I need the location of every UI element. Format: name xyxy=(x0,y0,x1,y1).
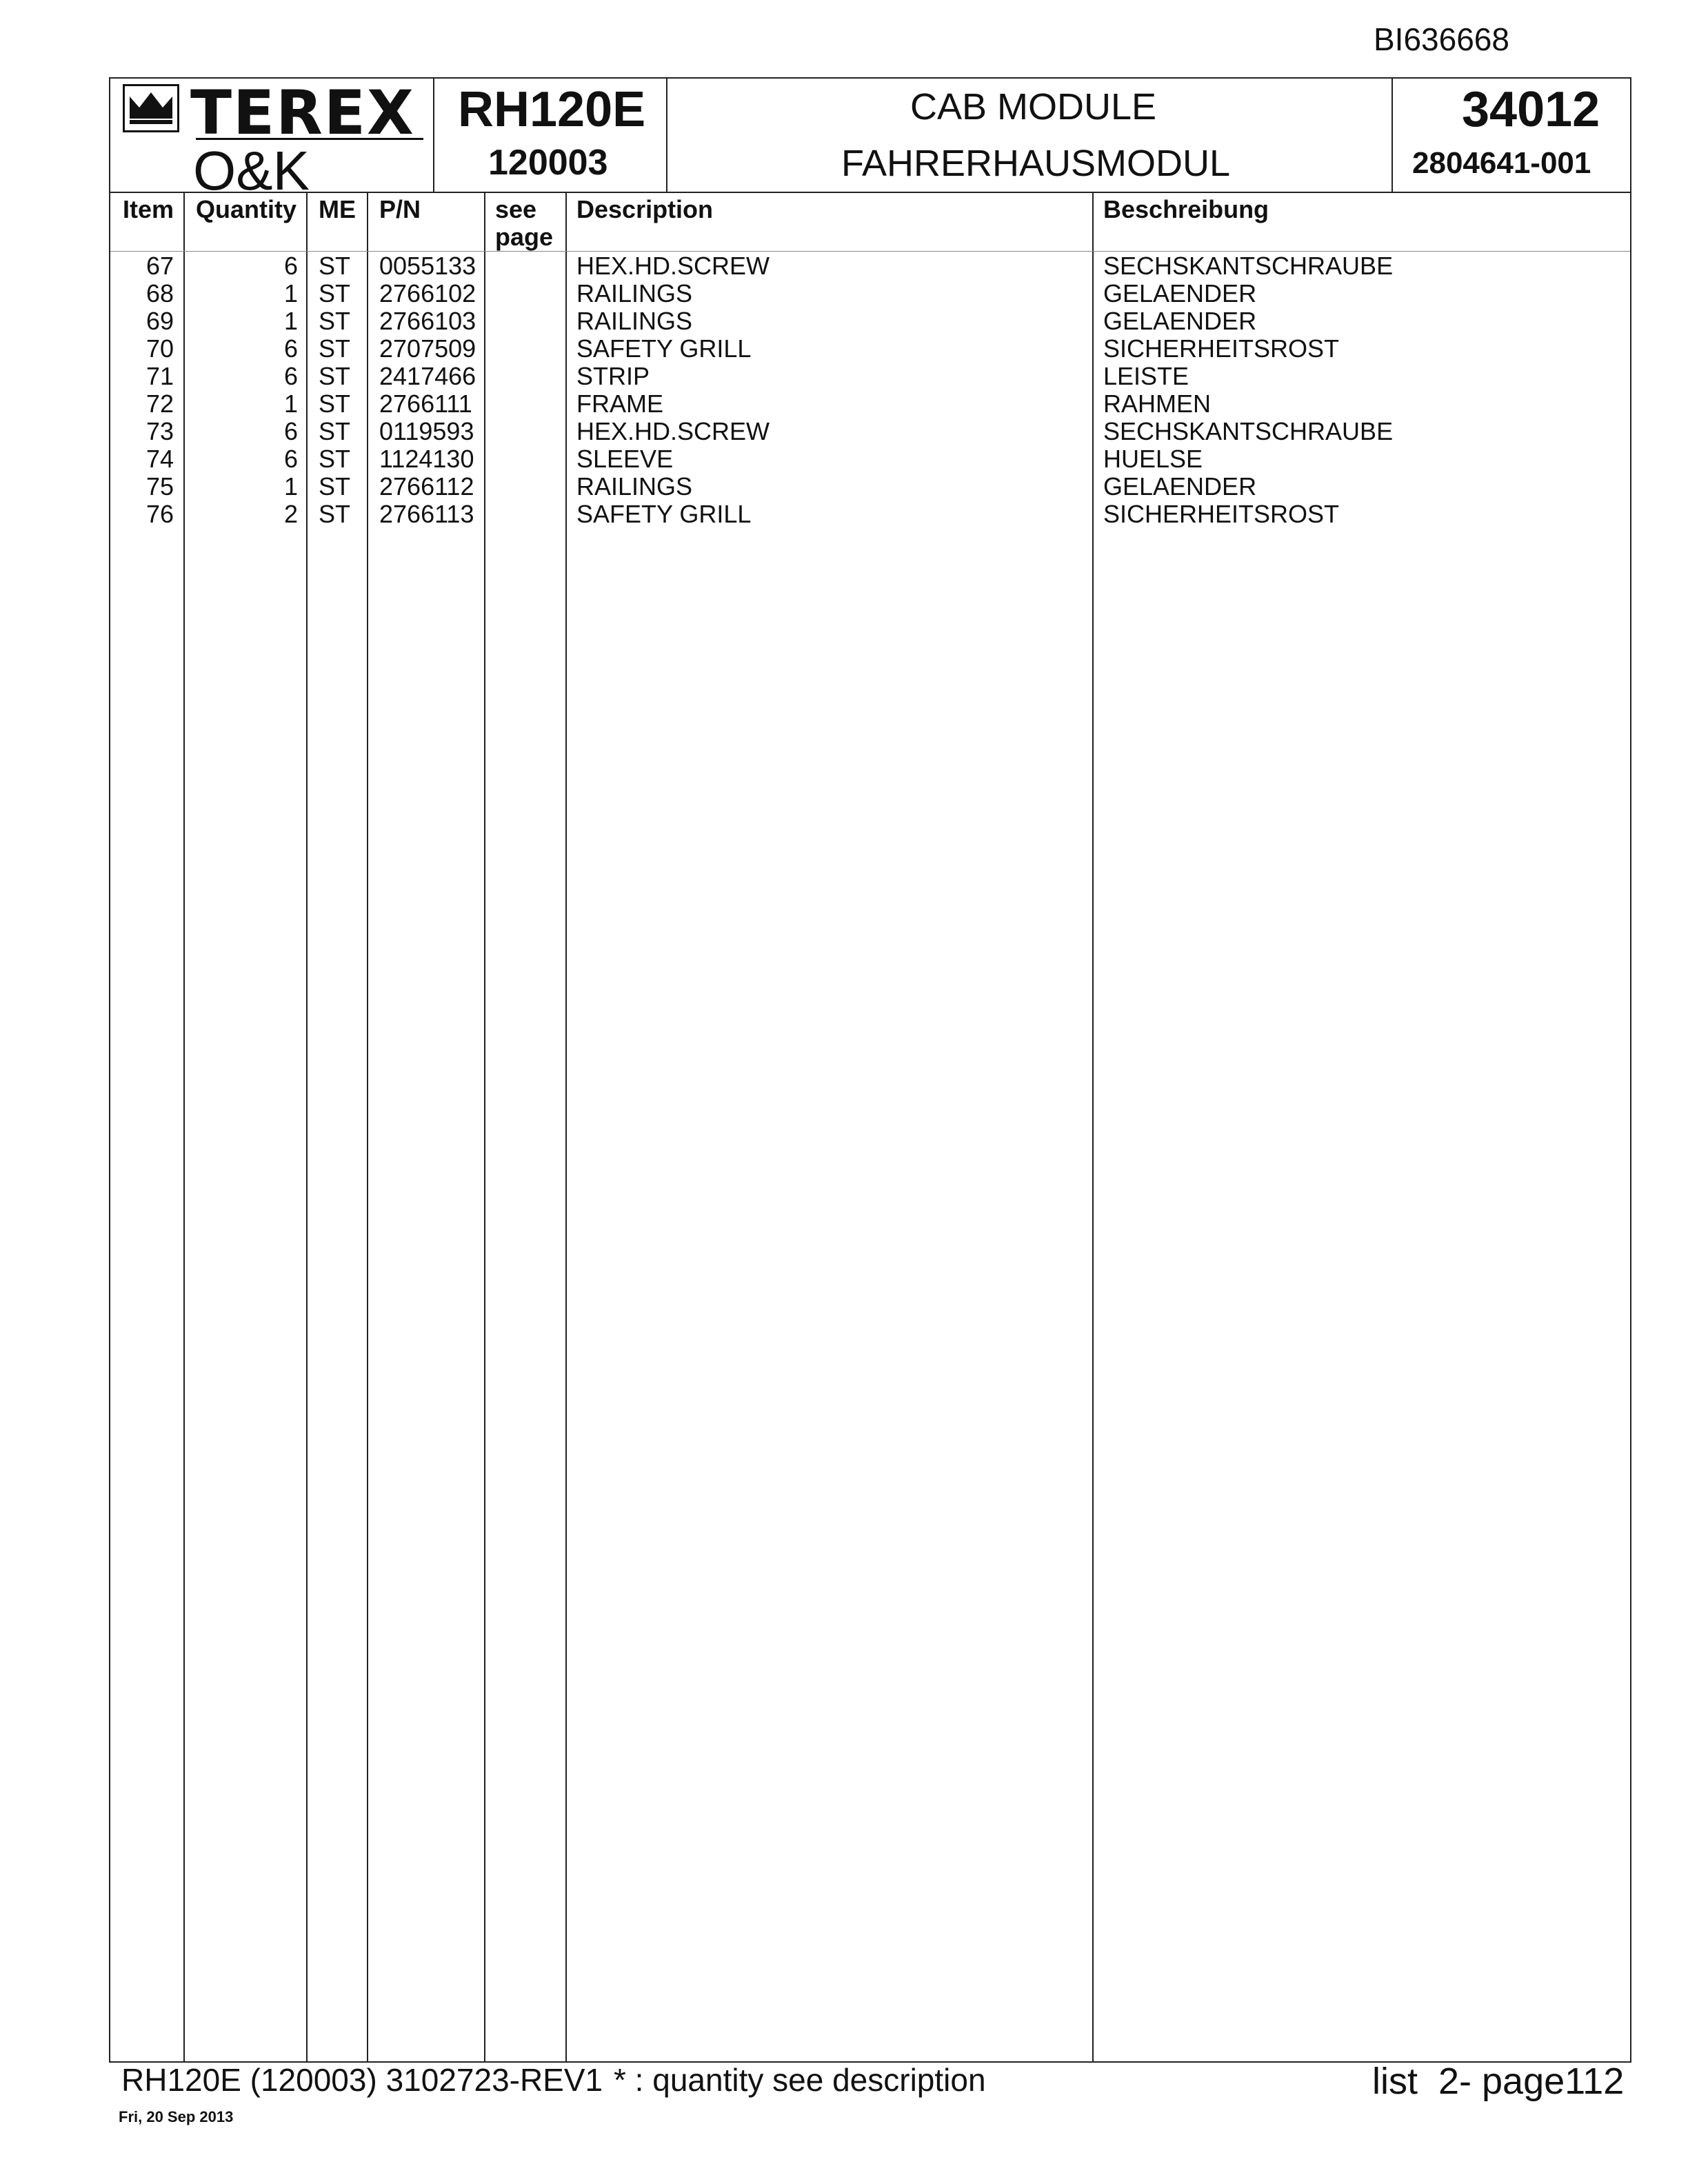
cell-beschreibung: SICHERHEITSROST xyxy=(1103,334,1340,363)
table-row xyxy=(110,363,1630,390)
table-row xyxy=(110,252,1630,280)
cell-me: ST xyxy=(319,334,351,363)
cell-beschreibung: SICHERHEITSROST xyxy=(1103,500,1340,528)
footer-page-number: list 2- page112 xyxy=(1372,2061,1625,2102)
divider xyxy=(1391,79,1393,193)
cell-quantity: 6 xyxy=(283,417,298,445)
cell-quantity: 1 xyxy=(283,307,298,335)
cell-beschreibung: GELAENDER xyxy=(1103,472,1257,501)
sub-brand-logo-text: O&K xyxy=(193,140,310,201)
column-header-description: Description xyxy=(576,195,714,223)
cell-beschreibung: GELAENDER xyxy=(1103,279,1257,307)
cell-pn: 2766103 xyxy=(379,307,476,335)
cell-pn: 2766102 xyxy=(379,279,476,307)
cell-me: ST xyxy=(319,390,351,418)
table-row xyxy=(110,335,1630,363)
cell-pn: 2766112 xyxy=(379,472,474,501)
crown-logo-icon xyxy=(123,84,179,132)
cell-description: RAILINGS xyxy=(576,279,693,307)
cell-description: STRIP xyxy=(576,362,650,390)
serial-number: 120003 xyxy=(488,143,608,183)
cell-pn: 2707509 xyxy=(379,334,476,363)
cell-item: 74 xyxy=(145,445,174,473)
cell-item: 72 xyxy=(145,390,174,418)
cell-quantity: 1 xyxy=(283,279,298,307)
table-row xyxy=(110,501,1630,528)
cell-quantity: 6 xyxy=(283,252,298,280)
column-header-me: ME xyxy=(319,195,356,223)
parts-table xyxy=(109,192,1631,2063)
cell-beschreibung: GELAENDER xyxy=(1103,307,1257,335)
cell-beschreibung: HUELSE xyxy=(1103,445,1203,473)
cell-me: ST xyxy=(319,472,351,501)
cell-item: 73 xyxy=(145,417,174,445)
column-header-page: page xyxy=(495,223,554,251)
footer-reference: RH120E (120003) 3102723-REV1 xyxy=(121,2062,603,2098)
footer-note: * : quantity see description xyxy=(614,2062,986,2098)
cell-description: SAFETY GRILL xyxy=(576,334,752,363)
group-number: 34012 xyxy=(1462,82,1600,137)
cell-description: HEX.HD.SCREW xyxy=(576,417,770,445)
drawing-number: 2804641-001 xyxy=(1412,146,1591,180)
cell-pn: 2417466 xyxy=(379,362,476,390)
cell-item: 75 xyxy=(145,472,174,501)
cell-pn: 0055133 xyxy=(379,252,476,280)
cell-beschreibung: RAHMEN xyxy=(1103,390,1212,418)
cell-description: RAILINGS xyxy=(576,307,693,335)
cell-item: 76 xyxy=(145,500,174,528)
cell-me: ST xyxy=(319,500,351,528)
divider xyxy=(666,79,667,193)
column-header-pn: P/N xyxy=(379,195,421,223)
footer-date: Fri, 20 Sep 2013 xyxy=(119,2108,234,2125)
cell-beschreibung: SECHSKANTSCHRAUBE xyxy=(1103,417,1394,445)
cell-beschreibung: SECHSKANTSCHRAUBE xyxy=(1103,252,1394,280)
cell-me: ST xyxy=(319,362,351,390)
title-english: CAB MODULE xyxy=(910,86,1157,128)
cell-beschreibung: LEISTE xyxy=(1103,362,1189,390)
table-row xyxy=(110,473,1630,501)
cell-item: 69 xyxy=(145,307,174,335)
cell-item: 67 xyxy=(145,252,174,280)
document-id: BI636668 xyxy=(1374,21,1509,57)
table-row xyxy=(110,390,1630,418)
table-row xyxy=(110,280,1630,307)
column-header-beschreibung: Beschreibung xyxy=(1103,195,1269,223)
cell-description: FRAME xyxy=(576,390,663,418)
cell-pn: 1124130 xyxy=(379,445,474,473)
column-header-quantity: Quantity xyxy=(196,195,297,223)
cell-quantity: 1 xyxy=(283,390,298,418)
title-german: FAHRERHAUSMODUL xyxy=(841,143,1231,184)
cell-description: SLEEVE xyxy=(576,445,674,473)
cell-me: ST xyxy=(319,445,351,473)
cell-me: ST xyxy=(319,307,351,335)
cell-me: ST xyxy=(319,252,351,280)
cell-item: 68 xyxy=(145,279,174,307)
column-header-item: Item xyxy=(123,195,174,223)
table-row xyxy=(110,418,1630,445)
table-row xyxy=(110,445,1630,473)
cell-item: 70 xyxy=(145,334,174,363)
cell-description: SAFETY GRILL xyxy=(576,500,752,528)
cell-quantity: 1 xyxy=(283,472,298,501)
brand-logo-text: TEREX xyxy=(190,77,415,148)
cell-pn: 2766113 xyxy=(379,500,474,528)
cell-me: ST xyxy=(319,279,351,307)
cell-pn: 2766111 xyxy=(379,390,472,418)
table-row xyxy=(110,307,1630,335)
cell-me: ST xyxy=(319,417,351,445)
header-block xyxy=(109,77,1631,201)
cell-quantity: 6 xyxy=(283,334,298,363)
cell-quantity: 6 xyxy=(283,445,298,473)
cell-description: RAILINGS xyxy=(576,472,693,501)
model-name: RH120E xyxy=(458,82,646,137)
divider xyxy=(433,79,434,193)
cell-description: HEX.HD.SCREW xyxy=(576,252,770,280)
cell-quantity: 6 xyxy=(283,362,298,390)
column-header-see: see xyxy=(495,195,537,223)
cell-quantity: 2 xyxy=(283,500,298,528)
cell-item: 71 xyxy=(145,362,174,390)
cell-pn: 0119593 xyxy=(379,417,474,445)
